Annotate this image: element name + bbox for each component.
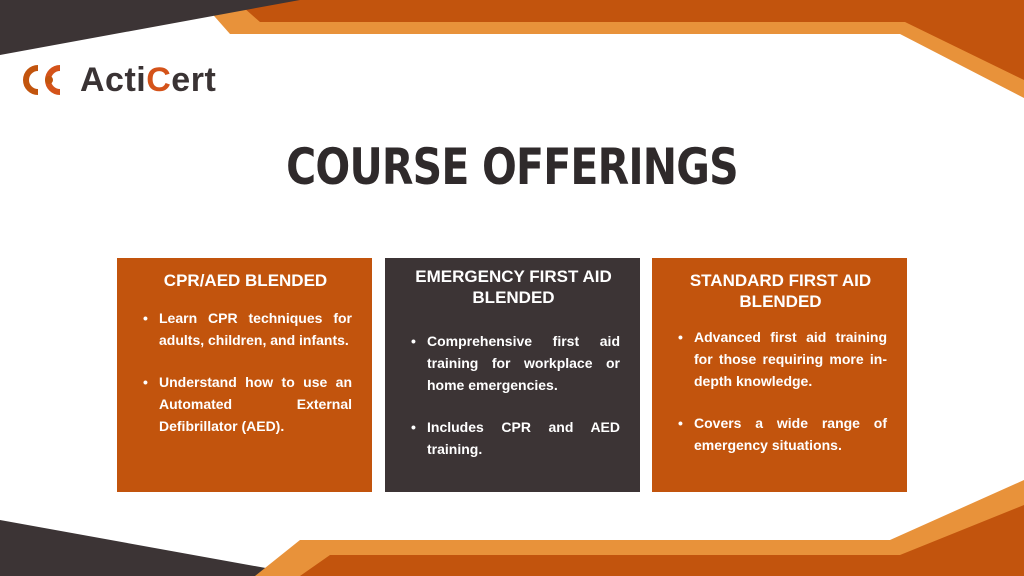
course-card-standard-first-aid xyxy=(652,258,907,492)
card-bullet: • Advanced first aid training for those requiring more in-depth knowledge. xyxy=(674,326,887,392)
card-bullet: • Includes CPR and AED training. xyxy=(407,416,620,460)
acticert-logo-icon xyxy=(22,60,78,100)
page-title: COURSE OFFERINGS xyxy=(286,138,738,196)
course-card-emergency-first-aid xyxy=(385,258,640,492)
acticert-logo xyxy=(22,60,216,100)
card-bullet: • Covers a wide range of emergency situations. xyxy=(674,412,887,456)
card-bullet-list xyxy=(674,326,887,456)
card-title: EMERGENCY FIRST AID BLENDED xyxy=(415,267,612,307)
course-card-cpr-aed xyxy=(117,258,372,492)
card-bullet: • Learn CPR techniques for adults, children, and infants. xyxy=(139,307,352,351)
brand-name: ActiCert xyxy=(80,60,217,99)
card-bullet-list xyxy=(139,307,352,437)
card-title: STANDARD FIRST AID BLENDED xyxy=(689,271,872,311)
card-bullet-list xyxy=(407,330,620,460)
card-bullet: • Understand how to use an Automated External Defibrillator (AED). xyxy=(139,371,352,437)
card-bullet: • Comprehensive first aid training for workplace or home emergencies. xyxy=(407,330,620,396)
card-title: CPR/AED BLENDED xyxy=(163,271,328,290)
